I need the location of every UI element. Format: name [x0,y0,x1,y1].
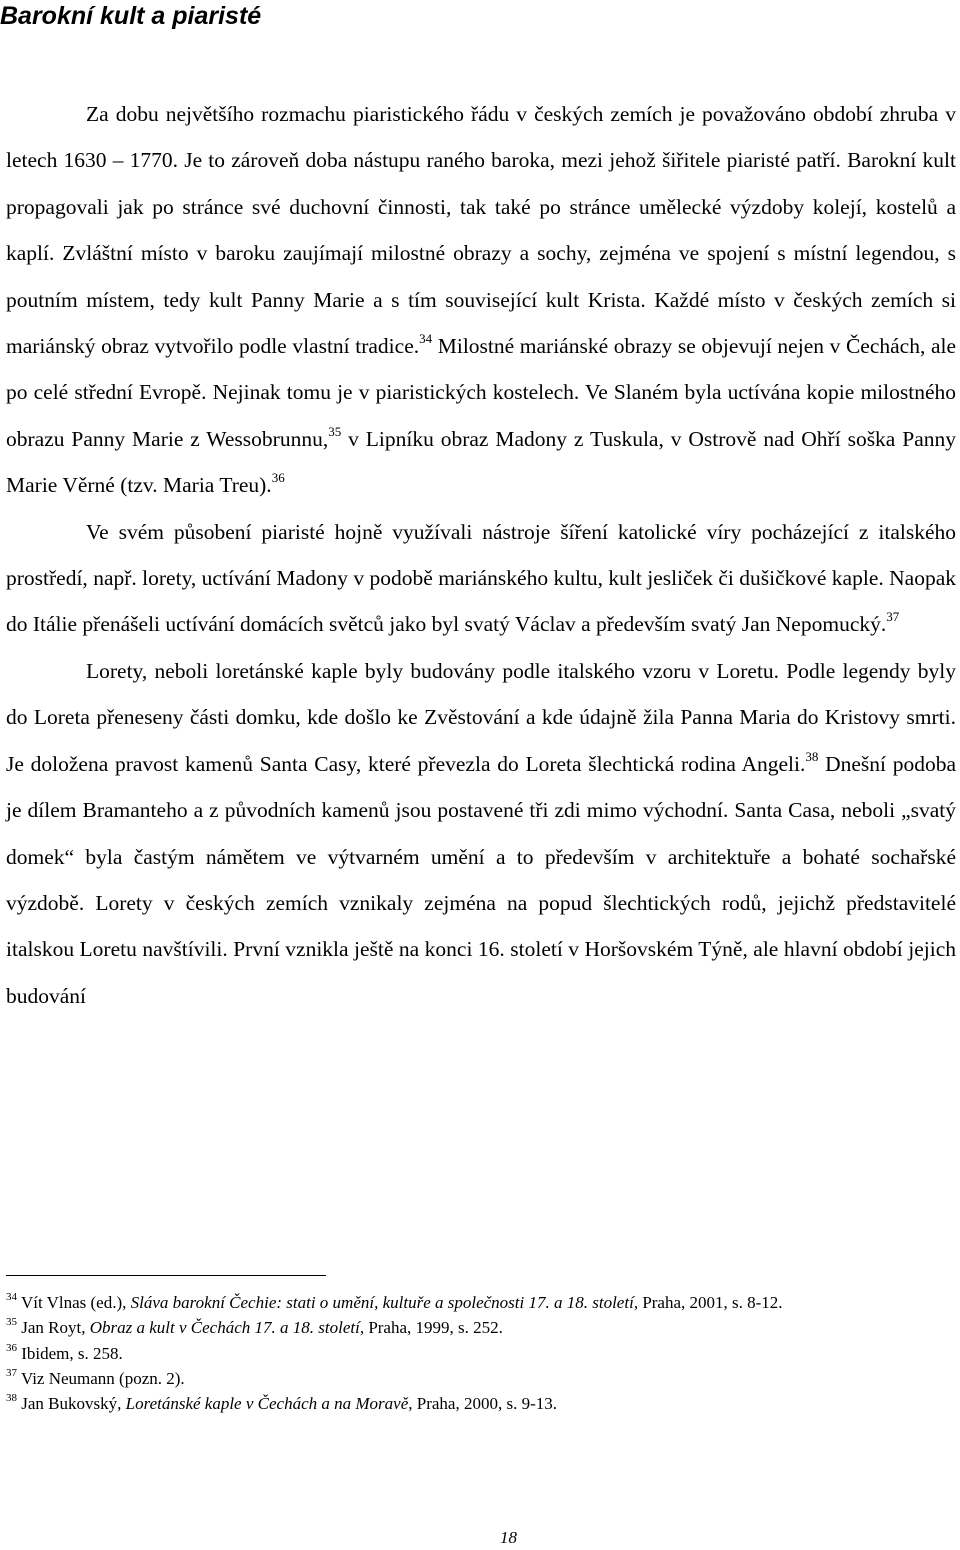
footnote-38 [6,1391,916,1416]
paragraph-2 [6,509,956,648]
footnote-title: Obraz a kult v Čechách 17. a 18. století [89,1318,360,1338]
paragraph-text: Lorety, neboli loretánské kaple byly budovány podle italského vzoru v Loretu. Podle legendy byly do Loreta přeneseny části domku, kde došlo ke Zvěstování a kde údajně žila Panna Maria do Kristovy smrti. Je doložena pravost kamenů Santa Casy, které převezla do Loreta šlechtická rodina Angeli. [6,658,956,776]
footnote-text: Jan Bukovský, [17,1394,126,1414]
body-text [6,91,956,1019]
footnote-separator [6,1275,326,1276]
footnote-ref-36[interactable]: 36 [271,470,285,486]
paragraph-text: Dnešní podoba je dílem Bramanteho a z původních kamenů jsou postavené tři zdi mimo východní. Santa Casa, neboli „svatý domek“ byla častým námětem ve výtvarném umění a to především v architektuře a bohaté sochařské výzdobě. Lorety v českých zemích vznikaly zejména na popud šlechtických rodů, jejichž představitelé italskou Loretu navštívili. První vznikla ještě na konci 16. století v Horšovském Týně, ale hlavní období jejich budování [6,751,957,1008]
footnotes [6,1290,916,1416]
footnote-text: , Praha, 2001, s. 8-12. [633,1293,783,1312]
footnote-ref-37[interactable]: 37 [886,609,900,625]
paragraph-text: v Lipníku obraz Madony z Tuskula, v Ostrově nad Ohří soška Panny Marie Věrné (tzv. Maria Treu). [6,426,956,498]
footnote-text: Ibidem, s. 258. [17,1343,123,1363]
footnote-ref-38[interactable]: 38 [805,748,819,764]
footnote-number: 34 [6,1291,17,1303]
footnote-text: Vít Vlnas (ed.), [17,1293,131,1312]
footnote-35 [6,1315,916,1340]
footnote-number: 38 [6,1392,17,1405]
footnote-number: 37 [6,1366,17,1379]
footnote-ref-34[interactable]: 34 [419,331,433,347]
footnote-number: 36 [6,1341,17,1354]
footnote-36 [6,1341,916,1366]
footnote-text: , Praha, 1999, s. 252. [359,1318,503,1338]
paragraph-text: Za dobu největšího rozmachu piaristického řádu v českých zemích je považováno období zhruba v letech 1630 – 1770. Je to zároveň doba nástupu raného baroka, mezi jehož šiřitele piaristé patří. Barokní kult propagovali jak po stránce své duchovní činnosti, tak také po stránce umělecké výzdoby kolejí, kostelů a kaplí. Zvláštní místo v baroku zaujímají milostné obrazy a sochy, zejména ve spojení s místní legendou, s poutním místem, tedy kult Panny Marie a s tím související kult Krista. Každé místo v českých zemích si mariánský obraz vytvořilo podle vlastní tradice. [6,102,956,359]
footnote-text: , Praha, 2000, s. 9-13. [408,1394,557,1414]
page-number: 18 [500,1528,517,1547]
footnote-title: Loretánské kaple v Čechách a na Moravě [125,1394,409,1414]
section-heading: Barokní kult a piaristé [0,2,262,30]
footnote-ref-35[interactable]: 35 [328,423,342,439]
paragraph-text: Milostné mariánské obrazy se objevují nejen v Čechách, ale po celé střední Evropě. Nejinak tomu je v piaristických kostelech. Ve Slaném byla uctívána kopie milostného obrazu Panny Marie z Wessobrunnu, [6,334,956,451]
footnote-number: 35 [6,1316,17,1329]
footnote-text: Viz Neumann (pozn. 2). [17,1368,185,1388]
footnote-37 [6,1366,916,1391]
footnote-text: Jan Royt, [17,1318,90,1338]
footnote-34 [6,1290,916,1315]
footnote-title: Sláva barokní Čechie: stati o umění, kultuře a společnosti 17. a 18. století [130,1293,634,1312]
paragraph-3 [6,648,956,1019]
paragraph-text: Ve svém působení piaristé hojně využívali nástroje šíření katolické víry pocházející z italského prostředí, např. lorety, uctívání Madony v podobě mariánského kultu, kult jesliček či dušičkové kaple. Naopak do Itálie přenášeli uctívání domácích světců jako byl svatý Václav a především svatý Jan Nepomucký. [6,519,956,637]
paragraph-1 [6,91,956,509]
